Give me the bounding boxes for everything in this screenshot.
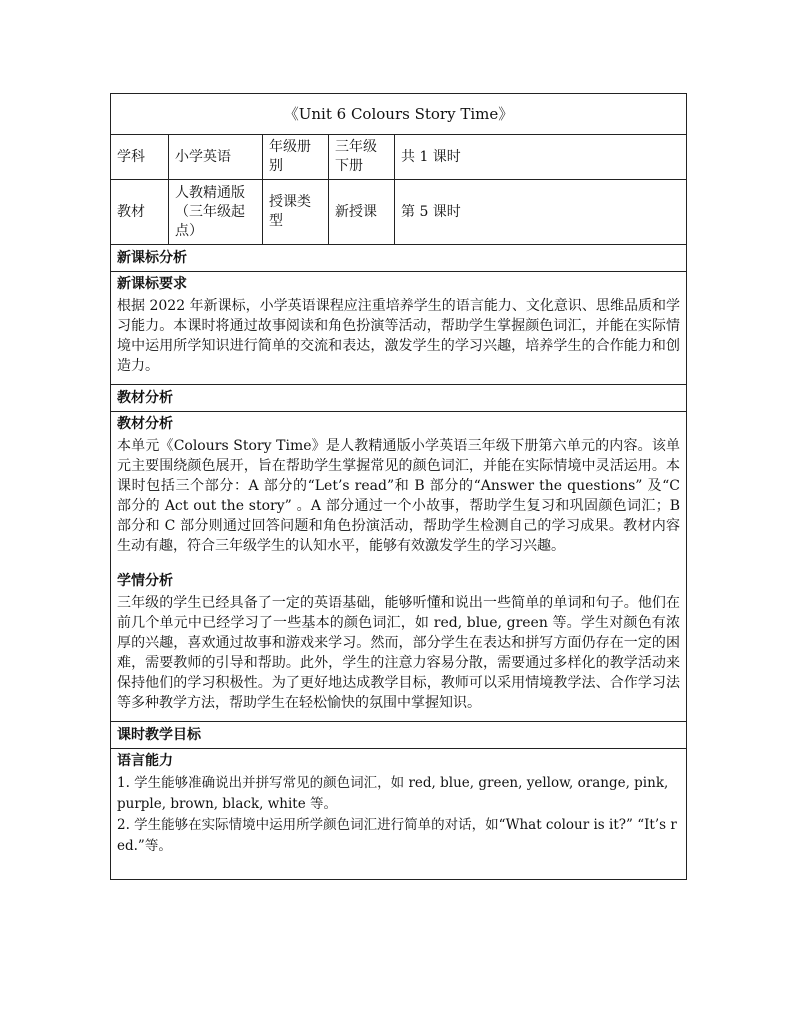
- grade-label: 年级册别: [263, 135, 329, 180]
- textbook-section-body: [111, 412, 687, 722]
- textbook-subheading: 教材分析: [117, 416, 173, 432]
- goal-item-1: 1. 学生能够准确说出并拼写常见的颜色词汇，如 red, blue, green, yellow, orange, pink, purple, brown, black, white 等。: [117, 775, 669, 812]
- language-ability-subheading: 语言能力: [117, 753, 173, 769]
- goals-section-body: [111, 749, 687, 880]
- textbook-section-heading: 教材分析: [111, 385, 687, 412]
- textbook-label: 教材: [111, 180, 169, 245]
- lesson-plan-table: [110, 93, 687, 880]
- learner-analysis-subheading: 学情分析: [117, 573, 173, 589]
- total-hours-value: 共 1 课时: [395, 135, 687, 180]
- curriculum-section-body: [111, 272, 687, 385]
- curriculum-paragraph: 根据 2022 年新课标，小学英语课程应注重培养学生的语言能力、文化意识、思维品质和学习能力。本课时将通过故事阅读和角色扮演等活动，帮助学生掌握颜色词汇，并能在实际情境中运用所学知识进行简单的交流和表达，激发学生的学习兴趣，培养学生的合作能力和创造力。: [117, 298, 680, 374]
- goal-item-2: 2. 学生能够在实际情境中运用所学颜色词汇进行简单的对话，如“What colour is it?” “It’s red.”等。: [117, 817, 677, 854]
- lesson-type-label: 授课类型: [263, 180, 329, 245]
- curriculum-section-heading: 新课标分析: [111, 245, 687, 272]
- lesson-number-value: 第 5 课时: [395, 180, 687, 245]
- section-spacer: [117, 556, 680, 572]
- subject-value: 小学英语: [169, 135, 263, 180]
- learner-analysis-paragraph: 三年级的学生已经具备了一定的英语基础，能够听懂和说出一些简单的单词和句子。他们在前几个单元中已经学习了一些基本的颜色词汇，如 red, blue, green 等。学生对颜色有浓厚的兴趣，喜欢通过故事和游戏来学习。然而，部分学生在表达和拼写方面仍存在一定的困难，需要教师的引导和帮助。此外，学生的注意力容易分散，需要通过多样化的教学活动来保持他们的学习积极性。为了更好地达成教学目标，教师可以采用情境教学法、合作学习法等多种教学方法，帮助学生在轻松愉快的氛围中掌握知识。: [117, 595, 680, 711]
- lesson-plan-document: [110, 93, 686, 880]
- document-title: 《Unit 6 Colours Story Time》: [111, 94, 687, 135]
- subject-label: 学科: [111, 135, 169, 180]
- goals-section-heading: 课时教学目标: [111, 722, 687, 749]
- textbook-value: 人教精通版（三年级起点）: [169, 180, 263, 245]
- curriculum-subheading: 新课标要求: [117, 276, 187, 292]
- lesson-type-value: 新授课: [329, 180, 395, 245]
- grade-value: 三年级下册: [329, 135, 395, 180]
- textbook-paragraph: 本单元《Colours Story Time》是人教精通版小学英语三年级下册第六单元的内容。该单元主要围绕颜色展开，旨在帮助学生掌握常见的颜色词汇，并能在实际情境中灵活运用。本课时包括三个部分：A 部分的“Let’s read”和 B 部分的“Answer the questions” 及“C 部分的 Act out the story” 。A 部分通过一个小故事，帮助学生复习和巩固颜色词汇；B 部分和 C 部分则通过回答问题和角色扮演活动，帮助学生检测自己的学习成果。教材内容生动有趣，符合三年级学生的认知水平，能够有效激发学生的学习兴趣。: [117, 438, 680, 554]
